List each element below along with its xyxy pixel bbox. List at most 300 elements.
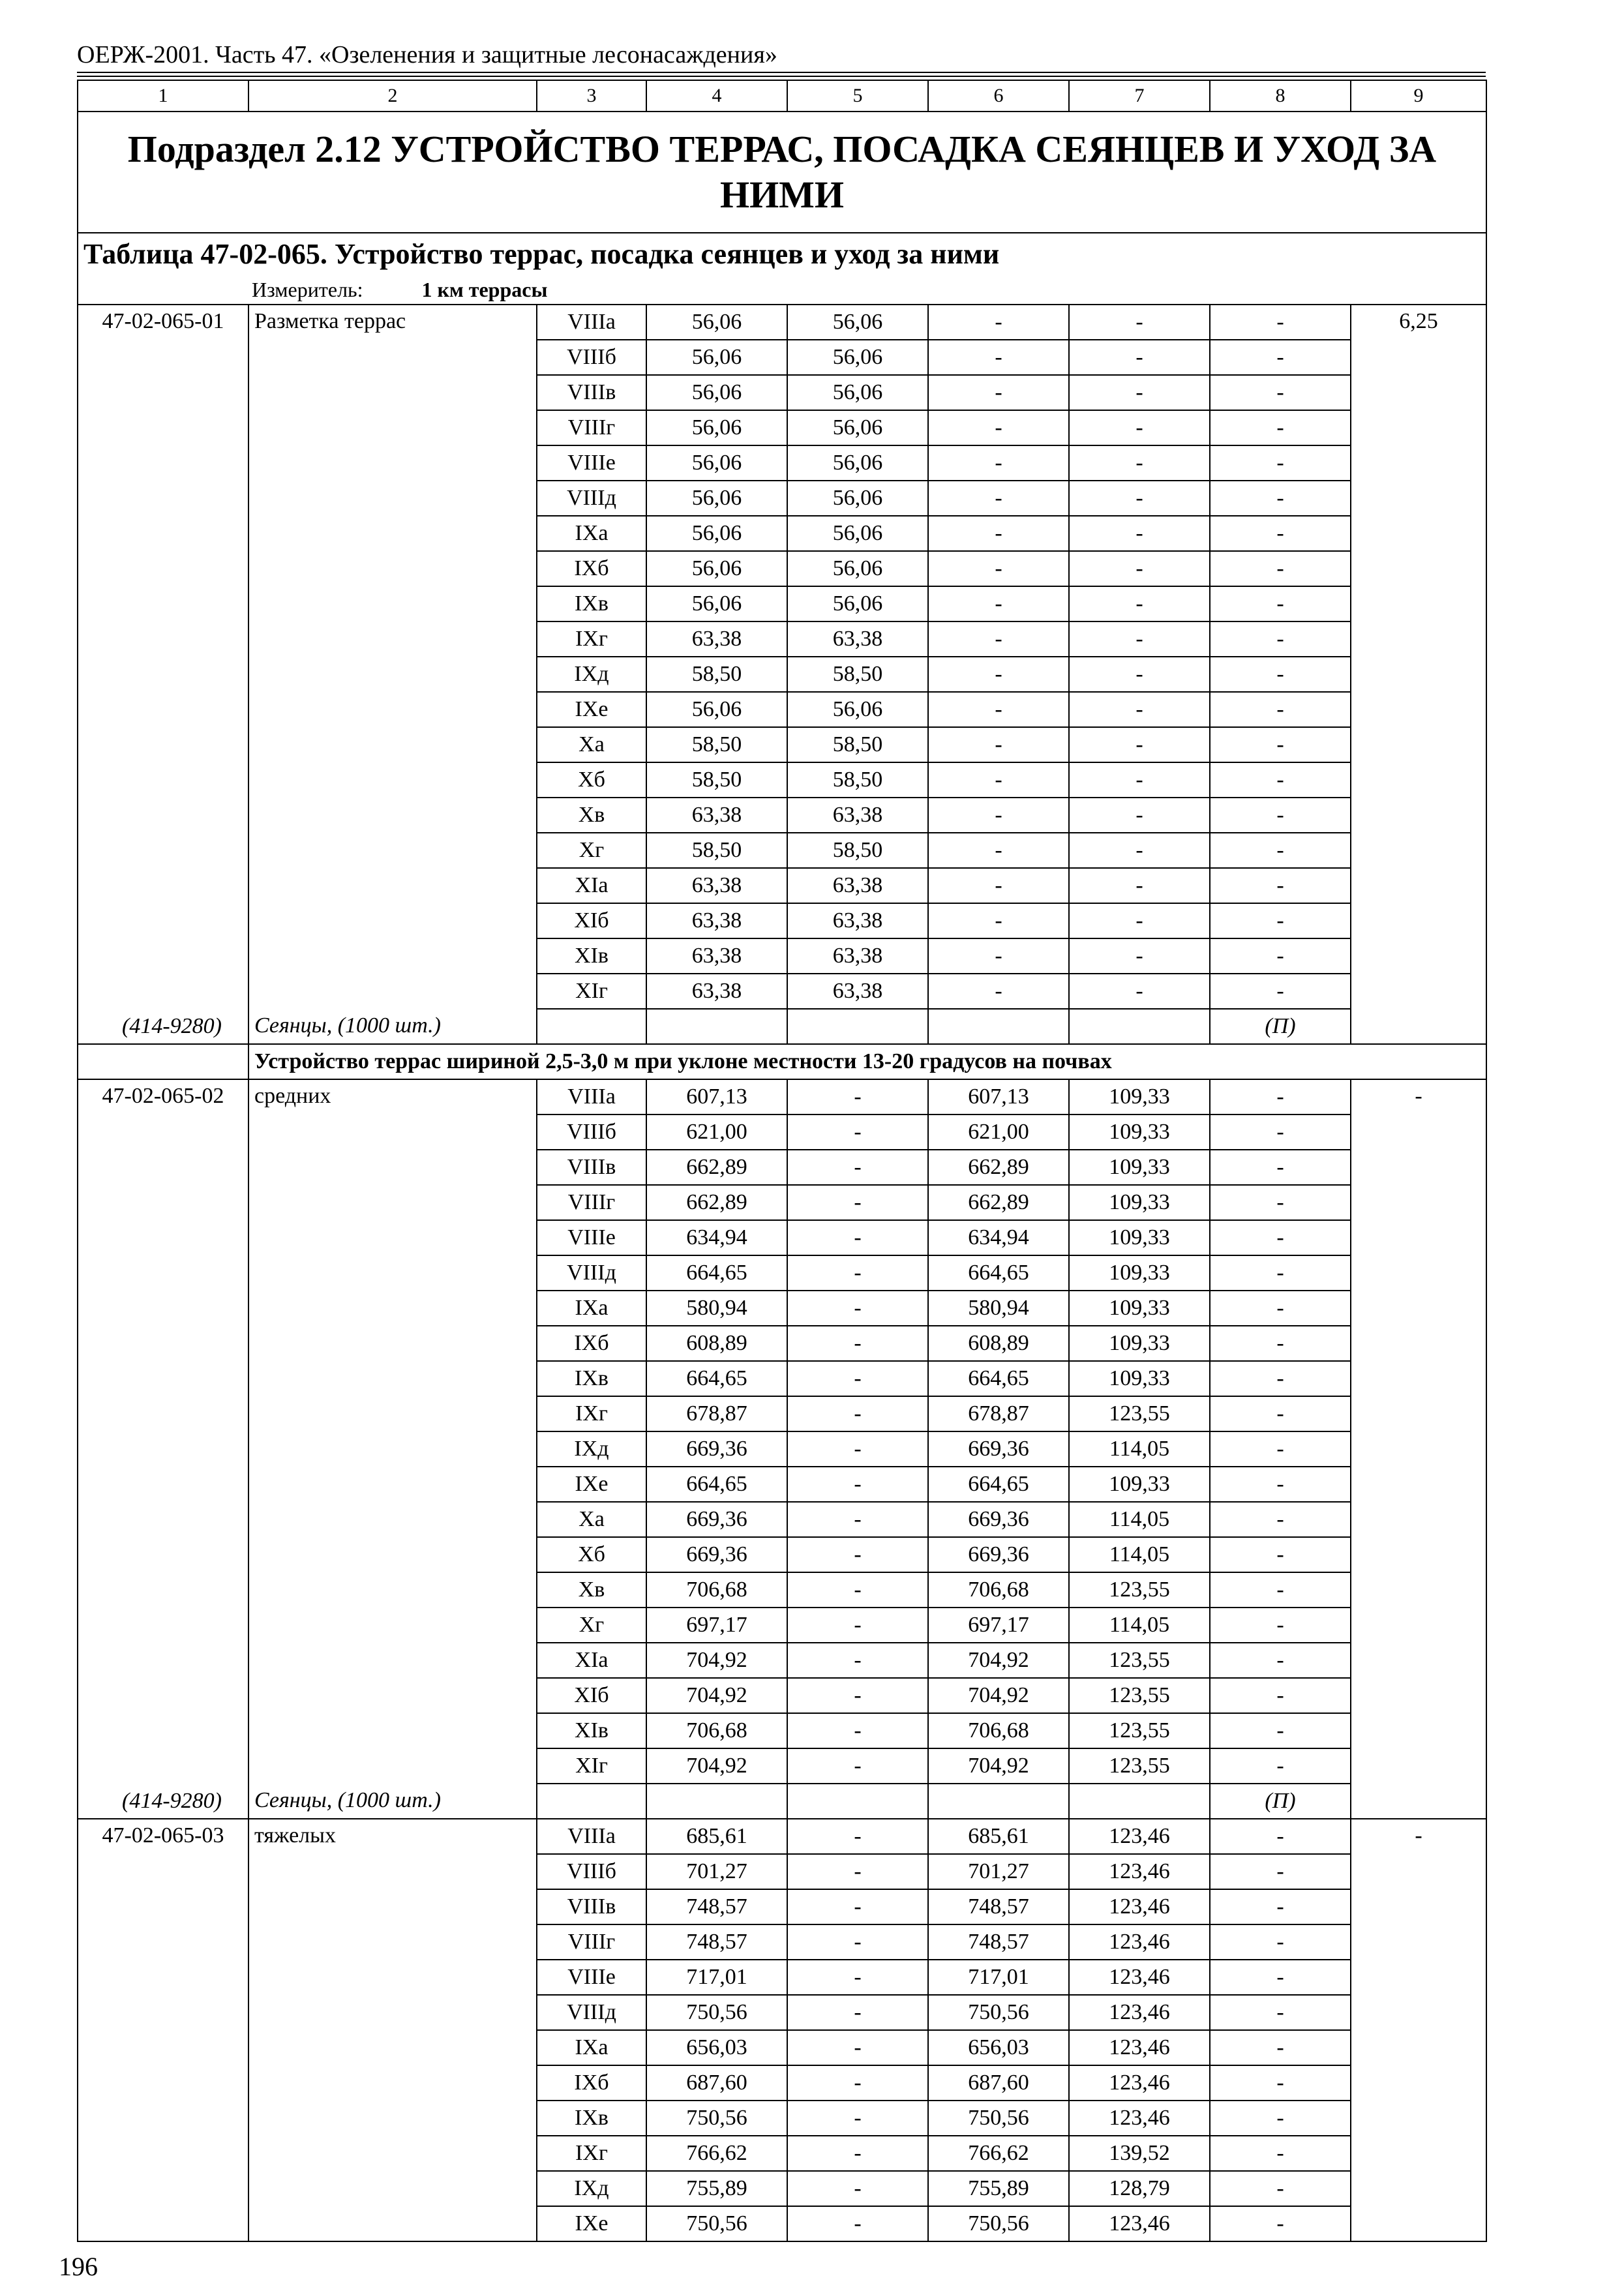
- col9-value: [1351, 692, 1486, 727]
- norm-code: [78, 1220, 248, 1255]
- total-cost: 669,36: [646, 1431, 787, 1467]
- col9-value: [1351, 586, 1486, 621]
- machine-cost: -: [928, 445, 1069, 481]
- norm-code: [78, 481, 248, 516]
- machine-cost: -: [928, 938, 1069, 974]
- work-name: [248, 2030, 537, 2065]
- col9-value: [1351, 1150, 1486, 1185]
- total-cost: 608,89: [646, 1326, 787, 1361]
- labor-cost: -: [787, 1889, 928, 1924]
- norm-row: [78, 2101, 1486, 2136]
- total-cost: 56,06: [646, 586, 787, 621]
- operator-wage: 109,33: [1069, 1115, 1210, 1150]
- resource-empty-cell: [646, 1784, 787, 1819]
- labor-cost: -: [787, 1220, 928, 1255]
- operator-wage: 114,05: [1069, 1608, 1210, 1643]
- machine-cost: -: [928, 551, 1069, 586]
- zone-code: IXв: [537, 2101, 646, 2136]
- norm-code: [78, 621, 248, 657]
- work-name: [248, 1608, 537, 1643]
- material-cost: -: [1210, 2136, 1351, 2171]
- norm-row: [78, 410, 1486, 445]
- labor-cost: -: [787, 1713, 928, 1748]
- norm-code: 47-02-065-03: [78, 1819, 248, 1854]
- labor-cost: -: [787, 2206, 928, 2241]
- labor-cost: 63,38: [787, 938, 928, 974]
- work-name: [248, 1502, 537, 1537]
- machine-cost: -: [928, 762, 1069, 798]
- col9-value: [1351, 2206, 1486, 2241]
- resource-unit: (П): [1210, 1784, 1351, 1819]
- work-name: [248, 375, 537, 410]
- norm-row: [78, 1960, 1486, 1995]
- operator-wage: -: [1069, 586, 1210, 621]
- resource-empty-cell: [1069, 1784, 1210, 1819]
- norm-code: [78, 551, 248, 586]
- norm-row: [78, 1537, 1486, 1572]
- col9-value: [1351, 1115, 1486, 1150]
- norm-code: [78, 974, 248, 1009]
- col9-value: [1351, 727, 1486, 762]
- zone-code: VIIIе: [537, 445, 646, 481]
- total-cost: 664,65: [646, 1361, 787, 1396]
- operator-wage: -: [1069, 657, 1210, 692]
- work-name: [248, 1713, 537, 1748]
- total-cost: 56,06: [646, 340, 787, 375]
- operator-wage: 123,46: [1069, 1995, 1210, 2030]
- zone-code: XIв: [537, 1713, 646, 1748]
- norm-code: [78, 1396, 248, 1431]
- operator-wage: 128,79: [1069, 2171, 1210, 2206]
- operator-wage: -: [1069, 410, 1210, 445]
- operator-wage: 109,33: [1069, 1255, 1210, 1291]
- labor-cost: -: [787, 1572, 928, 1608]
- subsection-title-row: [78, 112, 1486, 233]
- operator-wage: 109,33: [1069, 1291, 1210, 1326]
- zone-code: IXд: [537, 1431, 646, 1467]
- material-cost: -: [1210, 1678, 1351, 1713]
- machine-cost: -: [928, 375, 1069, 410]
- work-name: [248, 1220, 537, 1255]
- measure-value: 1 км террасы: [421, 278, 548, 301]
- machine-cost: 755,89: [928, 2171, 1069, 2206]
- norm-row: [78, 1608, 1486, 1643]
- norm-code: [78, 2171, 248, 2206]
- zone-code: Xв: [537, 798, 646, 833]
- machine-cost: -: [928, 586, 1069, 621]
- work-name: тяжелых: [248, 1819, 537, 1854]
- material-cost: -: [1210, 1819, 1351, 1854]
- total-cost: 621,00: [646, 1115, 787, 1150]
- norm-code: [78, 2136, 248, 2171]
- column-number: 4: [646, 80, 787, 112]
- machine-cost: 701,27: [928, 1854, 1069, 1889]
- norm-code: [78, 1431, 248, 1467]
- col9-value: [1351, 621, 1486, 657]
- norm-code: [78, 1713, 248, 1748]
- material-cost: -: [1210, 1643, 1351, 1678]
- resource-empty-cell: [1069, 1009, 1210, 1044]
- total-cost: 63,38: [646, 621, 787, 657]
- machine-cost: 706,68: [928, 1713, 1069, 1748]
- labor-cost: 56,06: [787, 481, 928, 516]
- work-name: [248, 868, 537, 903]
- total-cost: 56,06: [646, 692, 787, 727]
- total-cost: 669,36: [646, 1537, 787, 1572]
- machine-cost: 664,65: [928, 1361, 1069, 1396]
- norm-code: [78, 938, 248, 974]
- total-cost: 706,68: [646, 1572, 787, 1608]
- col9-value: [1351, 1255, 1486, 1291]
- col9-value: [1351, 1924, 1486, 1960]
- total-cost: 656,03: [646, 2030, 787, 2065]
- total-cost: 697,17: [646, 1608, 787, 1643]
- labor-cost: 63,38: [787, 903, 928, 938]
- machine-cost: -: [928, 692, 1069, 727]
- labor-cost: -: [787, 1924, 928, 1960]
- material-cost: -: [1210, 1396, 1351, 1431]
- operator-wage: 123,55: [1069, 1748, 1210, 1784]
- labor-cost: 56,06: [787, 340, 928, 375]
- resource-unit: (П): [1210, 1009, 1351, 1044]
- machine-cost: 678,87: [928, 1396, 1069, 1431]
- operator-wage: -: [1069, 375, 1210, 410]
- operator-wage: -: [1069, 974, 1210, 1009]
- norm-row: [78, 445, 1486, 481]
- norm-code: [78, 903, 248, 938]
- work-name: [248, 2136, 537, 2171]
- total-cost: 704,92: [646, 1748, 787, 1784]
- work-name: [248, 2171, 537, 2206]
- norm-code: [78, 1643, 248, 1678]
- subsection-title: Подраздел 2.12 УСТРОЙСТВО ТЕРРАС, ПОСАДКА СЕЯНЦЕВ И УХОД ЗА НИМИ: [78, 112, 1486, 233]
- work-name: [248, 2101, 537, 2136]
- zone-code: IXе: [537, 692, 646, 727]
- zone-code: IXв: [537, 586, 646, 621]
- work-name: [248, 1185, 537, 1220]
- zone-code: XIг: [537, 1748, 646, 1784]
- norm-code: [78, 1854, 248, 1889]
- col9-value: [1351, 2136, 1486, 2171]
- material-cost: -: [1210, 868, 1351, 903]
- material-cost: -: [1210, 1431, 1351, 1467]
- operator-wage: -: [1069, 551, 1210, 586]
- norm-row: [78, 481, 1486, 516]
- material-cost: -: [1210, 1361, 1351, 1396]
- operator-wage: 123,46: [1069, 1854, 1210, 1889]
- labor-cost: 56,06: [787, 692, 928, 727]
- material-cost: -: [1210, 692, 1351, 727]
- zone-code: VIIIб: [537, 1854, 646, 1889]
- operator-wage: 123,46: [1069, 2101, 1210, 2136]
- norm-row: [78, 1396, 1486, 1431]
- norm-code: [78, 1995, 248, 2030]
- norm-code: [78, 762, 248, 798]
- col9-value: -: [1351, 1819, 1486, 1854]
- material-cost: -: [1210, 762, 1351, 798]
- column-number: 8: [1210, 80, 1351, 112]
- norm-row: [78, 762, 1486, 798]
- work-name: [248, 1150, 537, 1185]
- work-name: [248, 551, 537, 586]
- machine-cost: 687,60: [928, 2065, 1069, 2101]
- col9-value: [1351, 375, 1486, 410]
- norm-code: [78, 1291, 248, 1326]
- machine-cost: 706,68: [928, 1572, 1069, 1608]
- col9-value: [1351, 516, 1486, 551]
- norms-table-body: [78, 80, 1486, 2241]
- operator-wage: 123,46: [1069, 2206, 1210, 2241]
- machine-cost: 608,89: [928, 1326, 1069, 1361]
- norm-code: [78, 1889, 248, 1924]
- col9-value: [1351, 481, 1486, 516]
- work-name: [248, 657, 537, 692]
- operator-wage: -: [1069, 692, 1210, 727]
- machine-cost: 669,36: [928, 1431, 1069, 1467]
- material-cost: -: [1210, 1889, 1351, 1924]
- norm-code: [78, 727, 248, 762]
- total-cost: 56,06: [646, 481, 787, 516]
- col9-value: [1351, 1502, 1486, 1537]
- norm-code: [78, 868, 248, 903]
- work-name: [248, 1326, 537, 1361]
- col9-value: [1351, 2101, 1486, 2136]
- material-cost: -: [1210, 2030, 1351, 2065]
- labor-cost: -: [787, 1291, 928, 1326]
- zone-code: VIIIе: [537, 1220, 646, 1255]
- col9-value: [1351, 1431, 1486, 1467]
- work-name: [248, 1291, 537, 1326]
- operator-wage: 109,33: [1069, 1361, 1210, 1396]
- total-cost: 748,57: [646, 1889, 787, 1924]
- norm-row: [78, 1431, 1486, 1467]
- machine-cost: -: [928, 903, 1069, 938]
- work-name: [248, 762, 537, 798]
- norm-row: [78, 727, 1486, 762]
- table-caption-row: [78, 233, 1486, 275]
- resource-row: [78, 1009, 1486, 1044]
- labor-cost: -: [787, 2065, 928, 2101]
- operator-wage: -: [1069, 481, 1210, 516]
- zone-code: IXв: [537, 1361, 646, 1396]
- operator-wage: -: [1069, 445, 1210, 481]
- column-number: 2: [248, 80, 537, 112]
- total-cost: 750,56: [646, 2101, 787, 2136]
- col9-value: [1351, 1678, 1486, 1713]
- norm-row: [78, 1713, 1486, 1748]
- zone-code: XIа: [537, 868, 646, 903]
- labor-cost: 56,06: [787, 586, 928, 621]
- zone-code: IXа: [537, 516, 646, 551]
- norm-row: [78, 1467, 1486, 1502]
- col9-value: [1351, 1889, 1486, 1924]
- total-cost: 685,61: [646, 1819, 787, 1854]
- material-cost: -: [1210, 938, 1351, 974]
- zone-code: IXг: [537, 621, 646, 657]
- work-name: [248, 1889, 537, 1924]
- col9-value: [1351, 1185, 1486, 1220]
- machine-cost: -: [928, 868, 1069, 903]
- machine-cost: 717,01: [928, 1960, 1069, 1995]
- operator-wage: 109,33: [1069, 1220, 1210, 1255]
- zone-code: IXд: [537, 2171, 646, 2206]
- machine-cost: 662,89: [928, 1185, 1069, 1220]
- norm-code: [78, 1361, 248, 1396]
- resource-empty-cell: [787, 1009, 928, 1044]
- section-heading: Устройство террас шириной 2,5-3,0 м при уклоне местности 13-20 градусов на почвах: [248, 1044, 1486, 1079]
- labor-cost: -: [787, 1185, 928, 1220]
- zone-code: XIб: [537, 1678, 646, 1713]
- norm-row: [78, 868, 1486, 903]
- operator-wage: 109,33: [1069, 1185, 1210, 1220]
- total-cost: 704,92: [646, 1678, 787, 1713]
- work-name: Разметка террас: [248, 305, 537, 340]
- col9-value: [1351, 1713, 1486, 1748]
- norm-row: [78, 657, 1486, 692]
- material-cost: -: [1210, 1255, 1351, 1291]
- work-name: [248, 727, 537, 762]
- work-name: [248, 621, 537, 657]
- section-heading-row: [78, 1044, 1486, 1079]
- material-cost: -: [1210, 1960, 1351, 1995]
- norm-code: [78, 2206, 248, 2241]
- operator-wage: -: [1069, 621, 1210, 657]
- labor-cost: 63,38: [787, 621, 928, 657]
- norm-row: [78, 1819, 1486, 1854]
- total-cost: 766,62: [646, 2136, 787, 2171]
- resource-empty-cell: [787, 1784, 928, 1819]
- zone-code: VIIIв: [537, 1889, 646, 1924]
- norm-code: [78, 340, 248, 375]
- norm-row: [78, 938, 1486, 974]
- labor-cost: -: [787, 1502, 928, 1537]
- work-name: [248, 692, 537, 727]
- total-cost: 701,27: [646, 1854, 787, 1889]
- total-cost: 662,89: [646, 1185, 787, 1220]
- table-caption: Таблица 47-02-065. Устройство террас, посадка сеянцев и уход за ними: [78, 233, 1486, 275]
- norm-row: [78, 1678, 1486, 1713]
- labor-cost: -: [787, 2171, 928, 2206]
- col9-value: [1351, 2030, 1486, 2065]
- machine-cost: -: [928, 798, 1069, 833]
- norm-row: [78, 1291, 1486, 1326]
- zone-code: IXг: [537, 1396, 646, 1431]
- column-number: 1: [78, 80, 248, 112]
- col9-value: [1351, 1995, 1486, 2030]
- norm-code: [78, 1572, 248, 1608]
- machine-cost: 704,92: [928, 1748, 1069, 1784]
- material-cost: -: [1210, 1537, 1351, 1572]
- col9-value: [1351, 1854, 1486, 1889]
- norm-row: [78, 1150, 1486, 1185]
- material-cost: -: [1210, 1326, 1351, 1361]
- material-cost: -: [1210, 1924, 1351, 1960]
- total-cost: 63,38: [646, 798, 787, 833]
- zone-code: VIIIг: [537, 1185, 646, 1220]
- total-cost: 56,06: [646, 410, 787, 445]
- col9-value: [1351, 1572, 1486, 1608]
- col9-value: [1351, 1291, 1486, 1326]
- zone-code: VIIIд: [537, 1995, 646, 2030]
- col9-value: [1351, 974, 1486, 1009]
- norm-row: [78, 586, 1486, 621]
- labor-cost: 56,06: [787, 551, 928, 586]
- zone-code: VIIIа: [537, 1819, 646, 1854]
- resource-name: Сеянцы, (1000 шт.): [248, 1009, 537, 1044]
- zone-code: XIа: [537, 1643, 646, 1678]
- labor-cost: 56,06: [787, 305, 928, 340]
- measure-line: [78, 275, 1486, 305]
- total-cost: 662,89: [646, 1150, 787, 1185]
- labor-cost: -: [787, 2030, 928, 2065]
- machine-cost: 662,89: [928, 1150, 1069, 1185]
- column-number: 9: [1351, 80, 1486, 112]
- col9-value: [1351, 1326, 1486, 1361]
- labor-cost: -: [787, 2101, 928, 2136]
- header-rule-bottom: [77, 76, 1486, 77]
- norm-row: [78, 516, 1486, 551]
- work-name: [248, 1115, 537, 1150]
- norm-row: [78, 833, 1486, 868]
- material-cost: -: [1210, 1713, 1351, 1748]
- norm-code: [78, 798, 248, 833]
- col9-value: [1351, 445, 1486, 481]
- norm-row: [78, 1115, 1486, 1150]
- machine-cost: 750,56: [928, 2101, 1069, 2136]
- zone-code: Xг: [537, 1608, 646, 1643]
- total-cost: 634,94: [646, 1220, 787, 1255]
- material-cost: -: [1210, 2065, 1351, 2101]
- total-cost: 580,94: [646, 1291, 787, 1326]
- machine-cost: 669,36: [928, 1537, 1069, 1572]
- norm-code: [78, 1960, 248, 1995]
- operator-wage: 123,55: [1069, 1713, 1210, 1748]
- total-cost: 56,06: [646, 551, 787, 586]
- norm-code: [78, 1502, 248, 1537]
- norm-code: [78, 1326, 248, 1361]
- labor-cost: -: [787, 1995, 928, 2030]
- col9-value: [1351, 1467, 1486, 1502]
- work-name: [248, 1924, 537, 1960]
- norm-row: [78, 621, 1486, 657]
- material-cost: -: [1210, 481, 1351, 516]
- norm-code: [78, 1608, 248, 1643]
- norm-row: [78, 1924, 1486, 1960]
- total-cost: 56,06: [646, 305, 787, 340]
- running-head: ОЕРЖ-2001. Часть 47. «Озеленения и защитные лесонасаждения»: [77, 41, 777, 68]
- zone-code: VIIIе: [537, 1960, 646, 1995]
- labor-cost: 58,50: [787, 833, 928, 868]
- norm-row: [78, 2136, 1486, 2171]
- norm-row: [78, 1220, 1486, 1255]
- labor-cost: -: [787, 1115, 928, 1150]
- norm-row: [78, 1502, 1486, 1537]
- total-cost: 678,87: [646, 1396, 787, 1431]
- labor-cost: 63,38: [787, 798, 928, 833]
- operator-wage: 123,46: [1069, 1819, 1210, 1854]
- norm-code: [78, 516, 248, 551]
- zone-code: Xв: [537, 1572, 646, 1608]
- material-cost: -: [1210, 375, 1351, 410]
- operator-wage: -: [1069, 305, 1210, 340]
- resource-code: (414-9280): [78, 1784, 248, 1819]
- machine-cost: -: [928, 974, 1069, 1009]
- zone-code: VIIIб: [537, 1115, 646, 1150]
- labor-cost: -: [787, 1326, 928, 1361]
- operator-wage: -: [1069, 762, 1210, 798]
- labor-cost: -: [787, 1467, 928, 1502]
- col9-value: 6,25: [1351, 305, 1486, 340]
